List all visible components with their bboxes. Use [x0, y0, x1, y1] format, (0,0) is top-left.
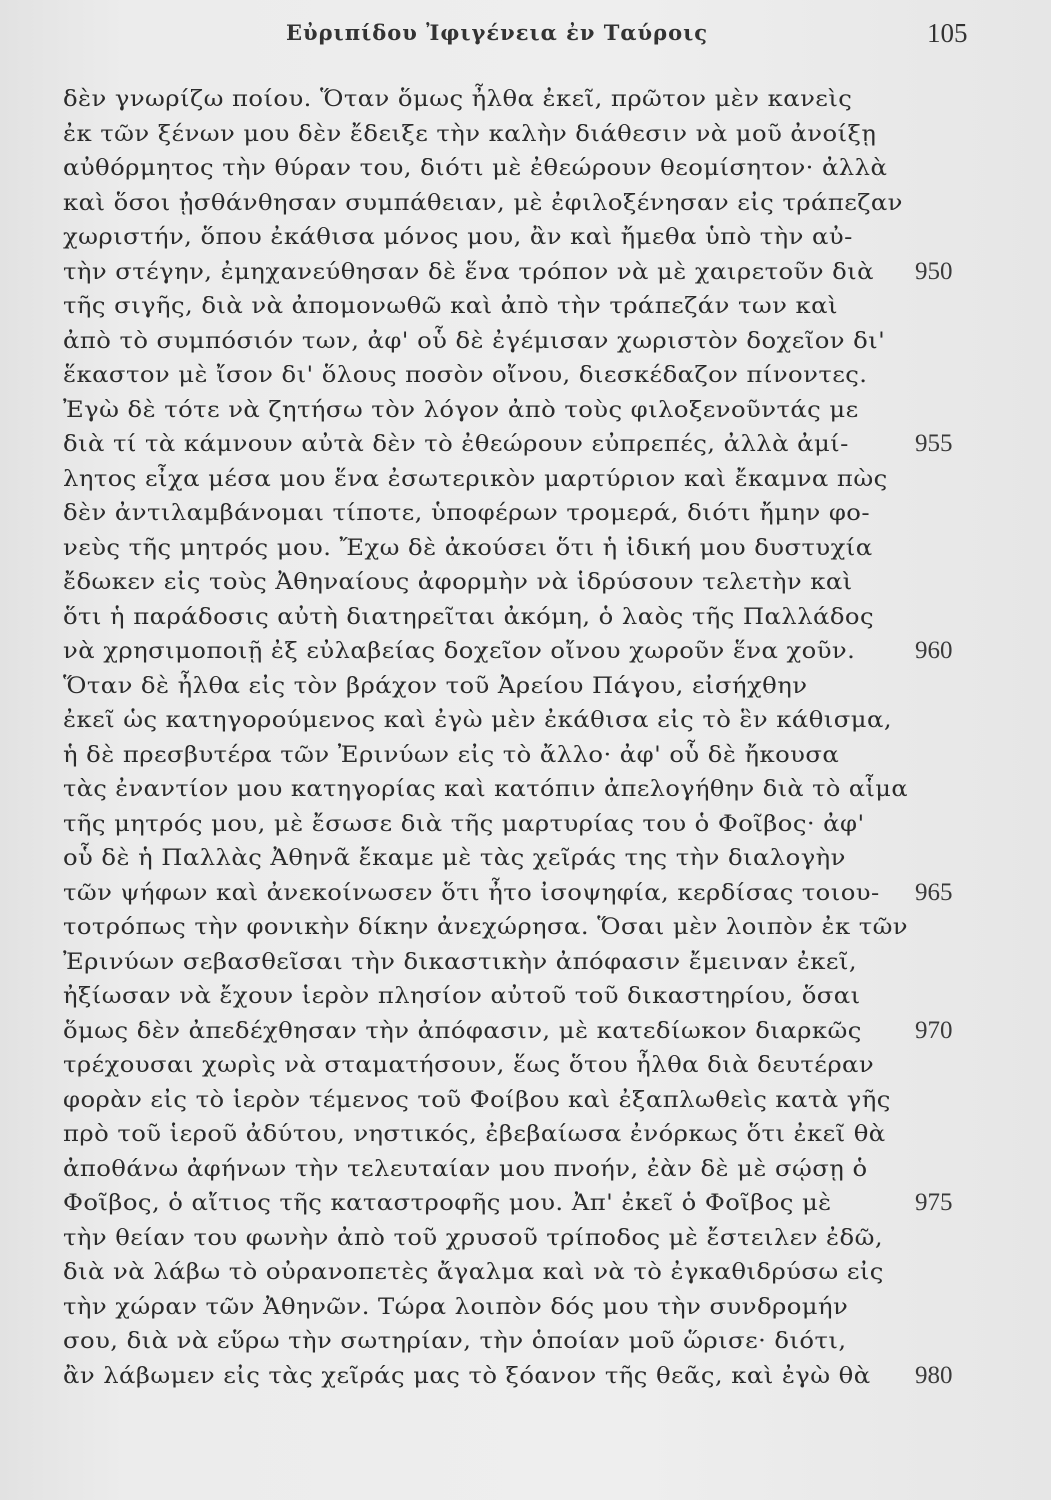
text-line [63, 255, 953, 290]
line-text: ὅτι ἡ παράδοσις αὐτὴ διατηρεῖται ἀκόμη, ὁ λαὸς τῆς Παλλάδος [63, 603, 875, 630]
running-title: Εὐριπίδου Ἰφιγένεια ἐν Ταύροις [286, 20, 709, 45]
text-line [63, 324, 923, 359]
line-text: ἀπὸ τὸ συμπόσιόν των, ἀφ' οὗ δὲ ἐγέμισαν χωριστὸν δοχεῖον δι' [63, 327, 886, 354]
text-line [63, 117, 923, 152]
line-text: Ἐρινύων σεβασθεῖσαι τὴν δικαστικὴν ἀπόφασιν ἔμειναν ἐκεῖ, [63, 948, 858, 975]
text-line [63, 807, 923, 842]
line-text: δὲν γνωρίζω ποίου. Ὅταν ὅμως ἦλθα ἐκεῖ, πρῶτον μὲν κανεὶς [63, 86, 853, 112]
text-line [63, 876, 953, 911]
line-text: τοτρόπως τὴν φονικὴν δίκην ἀνεχώρησα. Ὅσαι μὲν λοιπὸν ἐκ τῶν [63, 914, 908, 940]
text-line [63, 1255, 923, 1290]
line-text: τὴν χώραν τῶν Ἀθηνῶν. Τώρα λοιπὸν δός μου τὴν συνδρομήν [63, 1293, 849, 1320]
text-line [63, 703, 923, 738]
line-text: ὅμως δὲν ἀπεδέχθησαν τὴν ἀπόφασιν, μὲ κατεδίωκον διαρκῶς [63, 1017, 862, 1044]
text-line [63, 531, 923, 566]
line-text: τῆς σιγῆς, διὰ νὰ ἀπομονωθῶ καὶ ἀπὸ τὴν τράπεζάν των καὶ [63, 293, 838, 319]
text-line [63, 496, 923, 531]
running-head [0, 20, 1051, 54]
verse-line-number: 950 [915, 257, 953, 285]
line-text: τρέχουσαι χωρὶς νὰ σταματήσουν, ἕως ὅτου ἦλθα διὰ δευτέραν [63, 1052, 875, 1078]
line-text: διὰ νὰ λάβω τὸ οὐρανοπετὲς ἄγαλμα καὶ νὰ τὸ ἐγκαθιδρύσω εἰς [63, 1259, 884, 1285]
verse-line-number: 970 [915, 1016, 953, 1044]
text-line [63, 600, 923, 635]
text-line [63, 634, 953, 669]
text-line [63, 772, 923, 807]
verse-line-number: 980 [915, 1361, 953, 1389]
line-text: ἂν λάβωμεν εἰς τὰς χεῖράς μας τὸ ξόανον τῆς θεᾶς, καὶ ἐγὼ θὰ [63, 1362, 871, 1389]
line-text: δὲν ἀντιλαμβάνομαι τίποτε, ὑποφέρων τρομερά, διότι ἤμην φο- [63, 500, 870, 526]
line-text: ἠξίωσαν νὰ ἔχουν ἱερὸν πλησίον αὐτοῦ τοῦ δικαστηρίου, ὅσαι [63, 983, 861, 1009]
text-line [63, 1324, 923, 1359]
page-number: 105 [927, 18, 968, 48]
line-text: λητος εἶχα μέσα μου ἕνα ἐσωτερικὸν μαρτύριον καὶ ἔκαμνα πὼς [63, 465, 888, 492]
line-text: σου, διὰ νὰ εὕρω τὴν σωτηρίαν, τὴν ὁποίαν μοῦ ὥρισε· διότι, [63, 1328, 847, 1354]
text-line [63, 565, 923, 600]
text-line [63, 1186, 953, 1221]
line-text: ἕκαστον μὲ ἴσον δι' ὅλους ποσὸν οἴνου, διεσκέδαζον πίνοντες. [63, 362, 868, 388]
verse-line-number: 975 [915, 1189, 953, 1216]
text-line [63, 151, 923, 186]
verse-line-number: 960 [915, 637, 953, 664]
text-line [63, 841, 923, 876]
line-text: Φοῖβος, ὁ αἴτιος τῆς καταστροφῆς μου. Ἀπ' ἐκεῖ ὁ Φοῖβος μὲ [63, 1190, 832, 1216]
text-line [63, 1359, 953, 1394]
line-text: τὴν στέγην, ἐμηχανεύθησαν δὲ ἕνα τρόπον νὰ μὲ χαιρετοῦν διὰ [63, 258, 874, 285]
line-text: νὰ χρησιμοποιῇ ἐξ εὐλαβείας δοχεῖον οἴνου χωροῦν ἕνα χοῦν. [63, 638, 856, 664]
text-line [63, 669, 923, 704]
line-text: αὐθόρμητος τὴν θύραν του, διότι μὲ ἐθεώρουν θεομίσητον· ἀλλὰ [63, 155, 888, 181]
line-text: νεὺς τῆς μητρός μου. Ἔχω δὲ ἀκούσει ὅτι ἡ ἰδική μου δυστυχία [63, 534, 873, 561]
verse-line-number: 955 [915, 430, 953, 457]
text-line [63, 1290, 923, 1325]
line-text: τῆς μητρός μου, μὲ ἔσωσε διὰ τῆς μαρτυρίας του ὁ Φοῖβος· ἀφ' [63, 810, 865, 837]
text-line [63, 1048, 923, 1083]
text-line [63, 427, 953, 462]
line-text: χωριστήν, ὅπου ἐκάθισα μόνος μου, ἂν καὶ ἤμεθα ὑπὸ τὴν αὐ- [63, 224, 853, 250]
line-text: Ὅταν δὲ ἦλθα εἰς τὸν βράχον τοῦ Ἀρείου Πάγου, εἰσήχθην [63, 672, 808, 699]
text-line [63, 910, 923, 945]
text-line [63, 1221, 923, 1256]
verse-line-number: 965 [915, 878, 953, 906]
line-text: τὴν θείαν του φωνὴν ἀπὸ τοῦ χρυσοῦ τρίποδος μὲ ἔστειλεν ἐδῶ, [63, 1224, 883, 1251]
text-line [63, 1014, 953, 1049]
text-line [63, 186, 923, 221]
line-text: ἀποθάνω ἀφήνων τὴν τελευταίαν μου πνοήν, ἐὰν δὲ μὲ σῴσῃ ὁ [63, 1155, 868, 1182]
text-line [63, 1083, 923, 1118]
line-text: οὗ δὲ ἡ Παλλὰς Ἀθηνᾶ ἔκαμε μὲ τὰς χεῖράς της τὴν διαλογὴν [63, 845, 846, 871]
line-text: ἔδωκεν εἰς τοὺς Ἀθηναίους ἀφορμὴν νὰ ἱδρύσουν τελετὴν καὶ [63, 569, 853, 595]
line-text: ἐκεῖ ὡς κατηγορούμενος καὶ ἐγὼ μὲν ἐκάθισα εἰς τὸ ἓν κάθισμα, [63, 707, 892, 733]
line-text: ἡ δὲ πρεσβυτέρα τῶν Ἐρινύων εἰς τὸ ἄλλο· ἀφ' οὗ δὲ ἤκουσα [63, 741, 840, 768]
line-text: φορὰν εἰς τὸ ἱερὸν τέμενος τοῦ Φοίβου καὶ ἐξαπλωθεὶς κατὰ γῆς [63, 1086, 891, 1113]
text-line [63, 462, 923, 497]
text-line [63, 220, 923, 255]
text-line [63, 1152, 923, 1187]
text-line [63, 1117, 923, 1152]
line-text: πρὸ τοῦ ἱεροῦ ἀδύτου, νηστικός, ἐβεβαίωσα ἐνόρκως ὅτι ἐκεῖ θὰ [63, 1121, 886, 1147]
line-text: διὰ τί τὰ κάμνουν αὐτὰ δὲν τὸ ἐθεώρουν εὐπρεπές, ἀλλὰ ἀμί- [63, 431, 849, 457]
line-text: τῶν ψήφων καὶ ἀνεκοίνωσεν ὅτι ἦτο ἰσοψηφία, κερδίσας τοιου- [63, 879, 880, 906]
line-text: Ἐγὼ δὲ τότε νὰ ζητήσω τὸν λόγον ἀπὸ τοὺς φιλοξενοῦντάς με [63, 396, 859, 423]
body-text [63, 82, 953, 1393]
text-line [63, 358, 923, 393]
line-text: καὶ ὅσοι ᾐσθάνθησαν συμπάθειαν, μὲ ἐφιλοξένησαν εἰς τράπεζαν [63, 189, 903, 216]
text-line [63, 82, 923, 117]
line-text: ἐκ τῶν ξένων μου δὲν ἔδειξε τὴν καλὴν διάθεσιν νὰ μοῦ ἀνοίξῃ [63, 120, 877, 147]
text-line [63, 289, 923, 324]
text-line [63, 945, 923, 980]
text-line [63, 979, 923, 1014]
line-text: τὰς ἐναντίον μου κατηγορίας καὶ κατόπιν ἀπελογήθην διὰ τὸ αἷμα [63, 776, 908, 802]
text-line [63, 393, 923, 428]
text-line [63, 738, 923, 773]
